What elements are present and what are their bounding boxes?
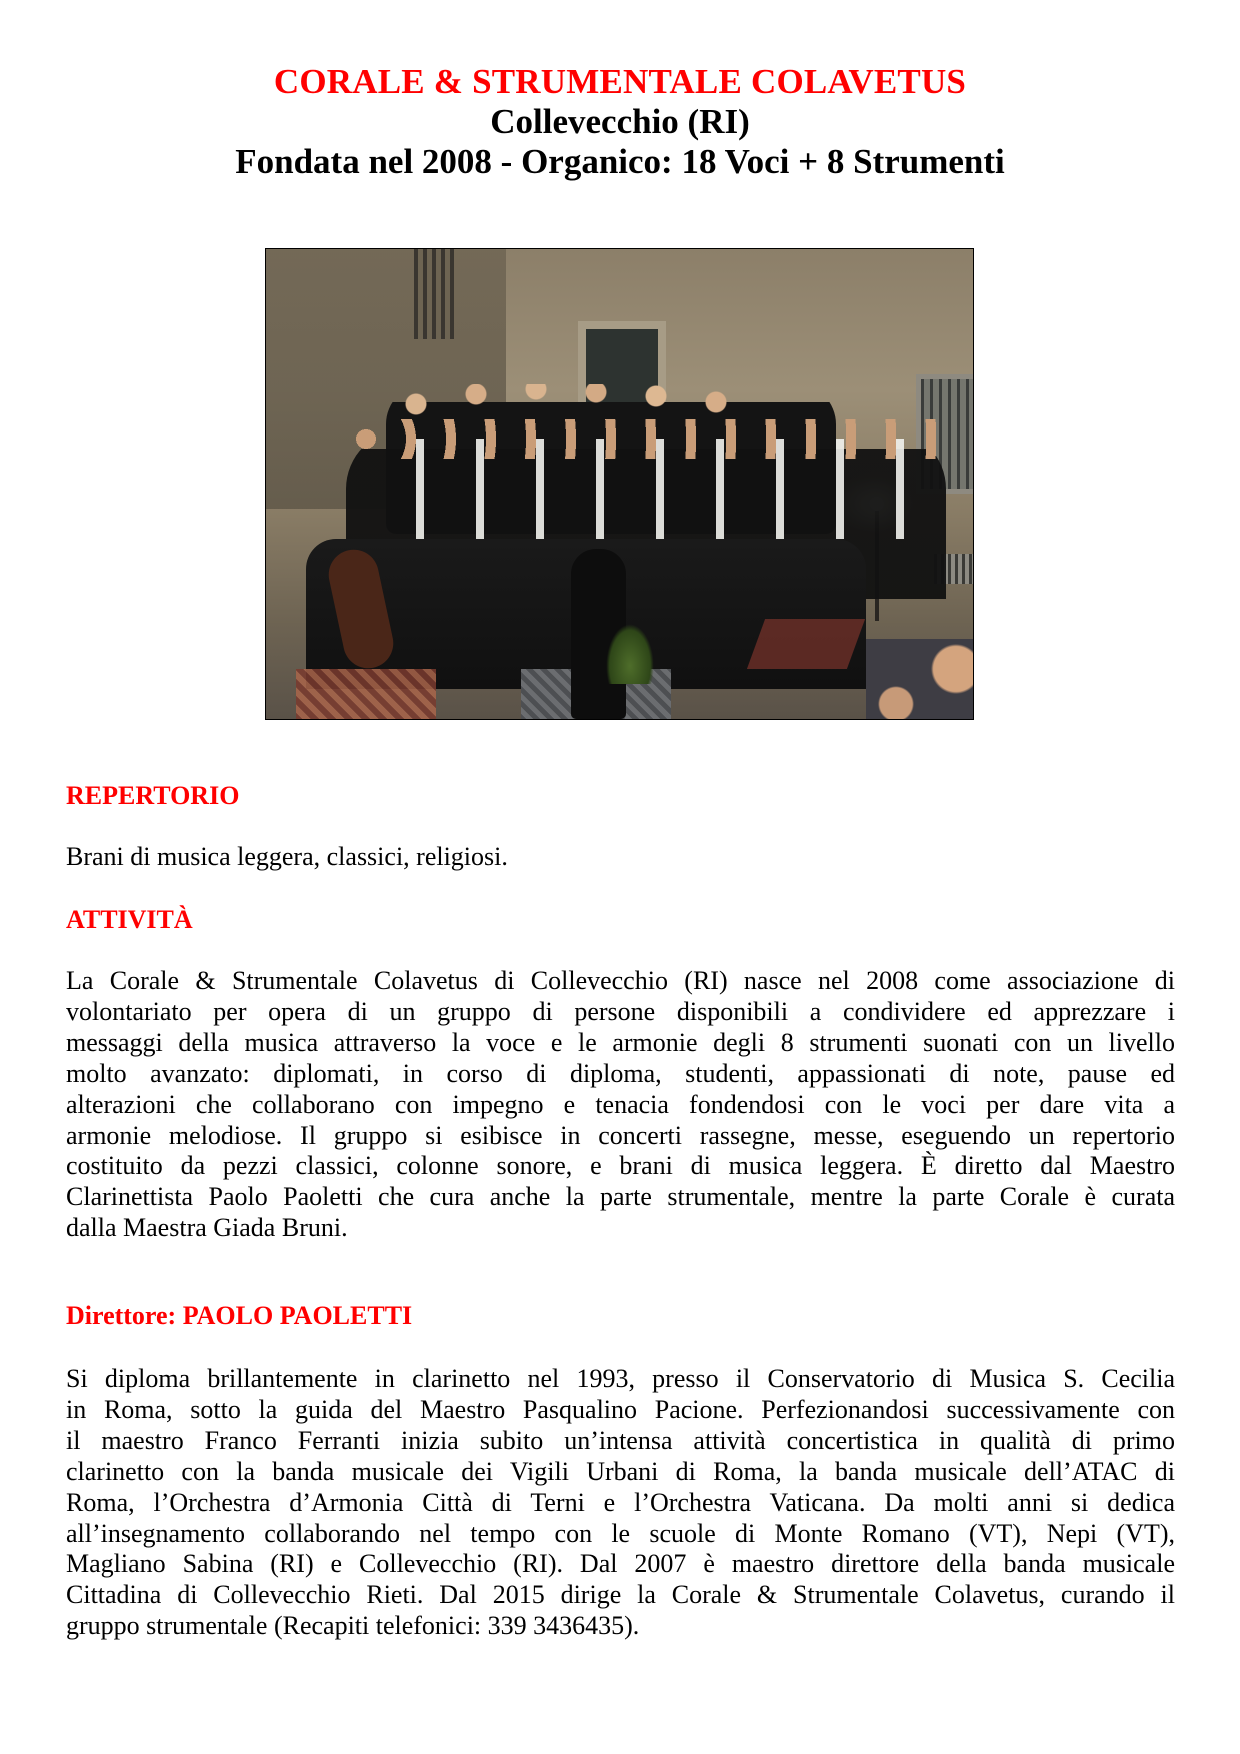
photo-rug [747, 619, 865, 669]
photo-plant [606, 624, 654, 684]
photo-rug [296, 669, 436, 720]
text-line: alterazioni che collaborano con impegno e tenacia fondendosi con le voci per dare vita a [66, 1089, 1175, 1119]
repertorio-text [66, 842, 1175, 873]
direttore-paragraph [66, 1364, 1175, 1642]
text-line: costituito da pezzi classici, colonne sonore, e brani di musica leggera. È diretto dal Maestro [66, 1151, 1175, 1181]
text-line: Cittadina di Collevecchio Rieti. Dal 2015 dirige la Corale & Strumentale Colavetus, curando il [66, 1580, 1175, 1610]
section-heading-direttore: Direttore: PAOLO PAOLETTI [66, 1301, 413, 1330]
text-line: Brani di musica leggera, classici, religiosi. [66, 842, 508, 871]
text-line: Roma, l’Orchestra d’Armonia Città di Terni e l’Orchestra Vaticana. Da molti anni si dedica [66, 1487, 1175, 1517]
section-heading-attivita: ATTIVITÀ [66, 905, 193, 934]
text-line: Magliano Sabina (RI) e Collevecchio (RI). Dal 2007 è maestro direttore della banda musicale [66, 1549, 1175, 1579]
text-line: La Corale & Strumentale Colavetus di Collevecchio (RI) nasce nel 2008 come associazione di [66, 966, 1175, 995]
concert-photo [265, 248, 974, 720]
text-line: armonie melodiose. Il gruppo si esibisce in concerti rassegne, messe, eseguendo un repertorio [66, 1120, 1175, 1150]
ensemble-founding-info: Fondata nel 2008 - Organico: 18 Voci + 8 Strumenti [235, 142, 1005, 181]
text-line: messaggi della musica attraverso la voce e le armonie degli 8 strumenti suonati con un livello [66, 1027, 1175, 1057]
text-line: il maestro Franco Ferranti inizia subito un’intensa attività concertistica in qualità di primo [66, 1425, 1175, 1455]
text-line: all’insegnamento collaborando nel tempo con le scuole di Monte Romano (VT), Nepi (VT), [66, 1518, 1175, 1548]
text-line: molto avanzato: diplomati, in corso di diploma, studenti, appassionati di note, pause ed [66, 1058, 1175, 1088]
section-heading-repertorio: REPERTORIO [66, 781, 240, 810]
attivita-paragraph [66, 966, 1175, 1244]
ensemble-location: Collevecchio (RI) [490, 102, 750, 141]
text-line: volontariato per opera di un gruppo di persone disponibili a condividere ed apprezzare i [66, 996, 1175, 1026]
text-line: Si diploma brillantemente in clarinetto nel 1993, presso il Conservatorio di Musica S. Cecilia [66, 1364, 1175, 1393]
text-line: in Roma, sotto la guida del Maestro Pasqualino Pacione. Perfezionandosi successivamente con [66, 1394, 1175, 1424]
text-line: gruppo strumentale (Recapiti telefonici: 339 3436435). [66, 1611, 640, 1641]
text-line: Clarinettista Paolo Paoletti che cura anche la parte strumentale, mentre la parte Corale è curata [66, 1182, 1175, 1212]
photo-white-scarves [386, 439, 946, 539]
photo-window-top [414, 249, 454, 339]
photo-audience [866, 639, 974, 720]
text-line: clarinetto con la banda musicale dei Vigili Urbani di Roma, la banda musicale dell’ATAC di [66, 1456, 1175, 1486]
document-header [0, 62, 1240, 182]
ensemble-title: CORALE & STRUMENTALE COLAVETUS [273, 62, 967, 101]
text-line: dalla Maestra Giada Bruni. [66, 1213, 348, 1243]
